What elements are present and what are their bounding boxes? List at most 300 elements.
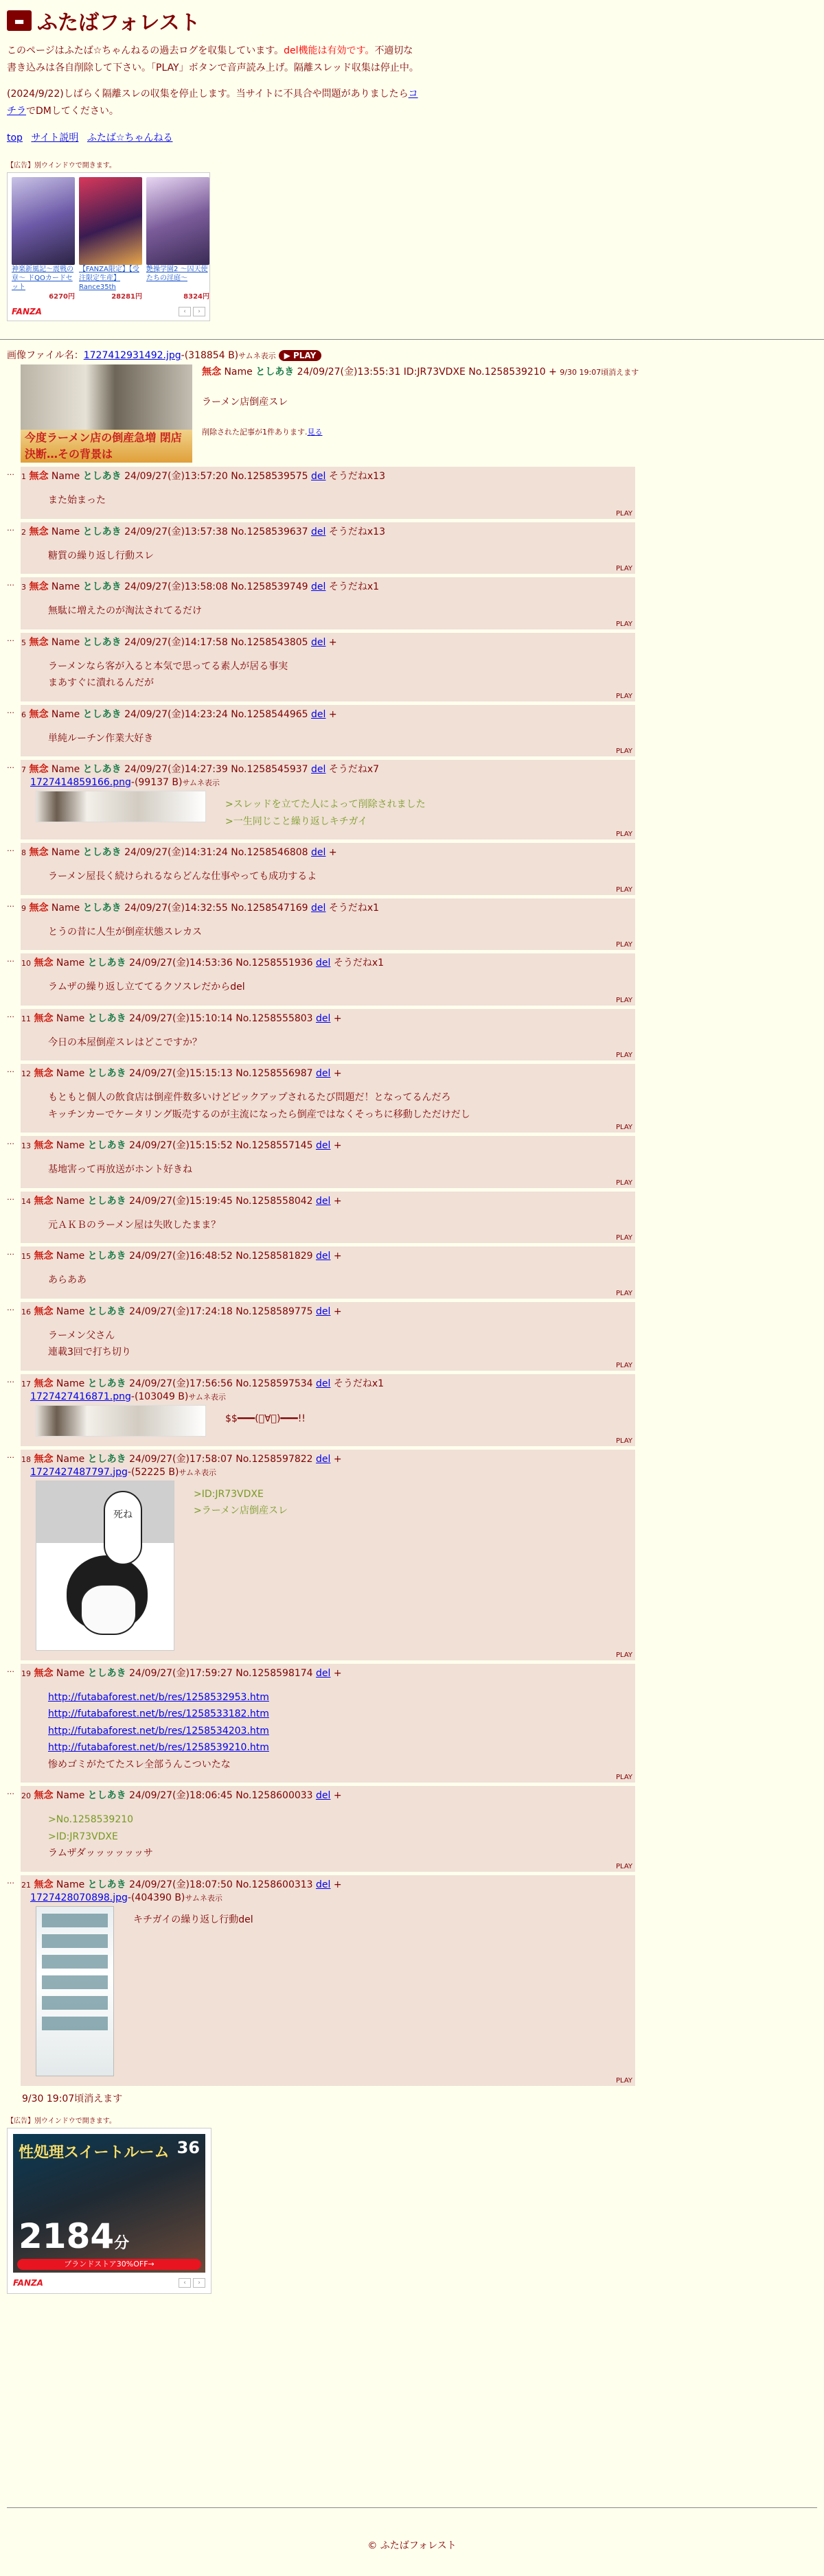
reply-header (21, 469, 631, 484)
reply-body (48, 1689, 631, 1774)
del-link[interactable]: del (316, 1378, 331, 1389)
reply-box (21, 1302, 635, 1371)
reply-line: ラムザの繰り返し立ててるクソスレだからdel (48, 982, 245, 993)
reply-title: 無念 (34, 1140, 54, 1151)
ad-top-label: 【広告】別ウインドウで開きます。 (7, 162, 116, 170)
reply-file-link[interactable]: 1727427416871.png (30, 1391, 131, 1402)
reply-body (48, 868, 631, 885)
reply-name: としあき (82, 581, 122, 592)
reply-date: 24/09/27(金)15:19:45 No.1258558042 (129, 1195, 313, 1207)
reply-sodane[interactable]: + (333, 1251, 342, 1262)
reply-thumb-note: サムネ表示 (188, 1392, 226, 1402)
play-button[interactable]: PLAY (615, 1774, 632, 1781)
reply-line: 今日の本屋倒産スレはどこですか？ (48, 1036, 202, 1048)
ad-item-price: 6270円 (49, 293, 75, 301)
quote-line: >No.1258539210 (48, 1814, 134, 1825)
reply-content (21, 1481, 631, 1651)
reply-sodane[interactable]: そうだねx1 (328, 581, 380, 592)
del-link[interactable]: del (316, 1012, 331, 1024)
reply-dots: … (7, 1192, 14, 1202)
ad-item-price: 8324円 (183, 293, 209, 301)
reply-body (48, 924, 631, 941)
del-link[interactable]: del (316, 1068, 331, 1079)
op-header (202, 364, 639, 378)
prev-arrow-icon[interactable]: ‹ (179, 307, 191, 316)
del-link[interactable]: del (316, 958, 331, 968)
reply-content (21, 791, 631, 830)
reply-header (21, 1194, 631, 1209)
reply-box (21, 467, 635, 519)
play-button[interactable]: PLAY (615, 1052, 632, 1059)
quote-line: >一生同じこと繰り返しキチガイ (225, 815, 368, 827)
reply (7, 953, 817, 1006)
reply-name: としあき (87, 1195, 126, 1207)
deleted-note (202, 426, 639, 437)
reply-body (48, 658, 631, 692)
del-link[interactable]: del (311, 471, 326, 482)
reply-header (21, 901, 631, 916)
reply-title: 無念 (34, 1251, 54, 1262)
op-file-info (7, 348, 817, 362)
ad-item[interactable] (12, 177, 75, 301)
copyright: © ふたばフォレスト (367, 2540, 457, 2551)
reply-number: 11 (21, 1014, 31, 1023)
reply (7, 705, 817, 757)
ad-pager (179, 2278, 205, 2288)
next-arrow-icon[interactable]: › (193, 307, 205, 316)
reply-box (21, 633, 635, 701)
reply-name-label: Name (51, 764, 80, 775)
reply-dots: … (7, 1375, 14, 1384)
play-button[interactable]: PLAY (615, 620, 632, 628)
reply (7, 760, 817, 839)
site-title-text: ふたばフォレスト (37, 11, 201, 35)
reply-name-label: Name (51, 847, 80, 858)
reply-body (48, 1811, 631, 1862)
reply-dots: … (7, 523, 14, 533)
del-link[interactable]: del (316, 1667, 331, 1679)
next-arrow-icon[interactable]: › (193, 2278, 205, 2288)
reply-body (48, 1034, 631, 1052)
reply (7, 1786, 817, 1872)
op-date-id: 24/09/27(金)13:55:31 ID:JR73VDXE No.1258539210 (297, 367, 546, 378)
reply-file-size: -(99137 B) (130, 777, 183, 788)
reply-dots: … (7, 761, 14, 770)
reply-sodane[interactable]: + (333, 1879, 342, 1890)
reply-box (21, 843, 635, 895)
reply-sodane[interactable]: + (328, 636, 337, 648)
play-button[interactable]: PLAY (615, 2076, 632, 2085)
reply-header (21, 1377, 631, 1391)
reply-title: 無念 (34, 1790, 54, 1801)
reply-number: 17 (21, 1379, 31, 1389)
prev-arrow-icon[interactable]: ‹ (179, 2278, 191, 2288)
reply (7, 1064, 817, 1133)
reply (7, 1009, 817, 1061)
reply-box (21, 1664, 635, 1783)
reply-thumbnail[interactable] (36, 1481, 174, 1651)
reply-link-line (48, 1689, 631, 1706)
reply-header (21, 636, 631, 650)
del-link[interactable]: del (311, 708, 326, 720)
reply-title: 無念 (29, 764, 49, 775)
reply-name: としあき (87, 958, 126, 968)
reply-dots: … (7, 899, 14, 909)
play-button[interactable]: PLAY (615, 1234, 632, 1242)
del-link[interactable]: del (311, 636, 326, 648)
del-link[interactable]: del (311, 581, 326, 592)
reply-date: 24/09/27(金)14:17:58 No.1258543805 (124, 636, 308, 648)
nav-top-link[interactable]: top (7, 132, 23, 143)
reply-number: 13 (21, 1141, 31, 1150)
reply-line: ラーメン屋長く続けられるならどんな仕事やっても成功するよ (48, 871, 317, 882)
ad-image[interactable] (12, 177, 75, 265)
reply-header (21, 1789, 631, 1803)
del-link[interactable]: del (311, 764, 326, 775)
reply-file-size: -(103049 B) (130, 1391, 189, 1402)
reply-box (21, 1786, 635, 1872)
screenshot-block (42, 1996, 108, 2010)
reply-line: 基地害って再放送がホント好きね (48, 1164, 192, 1175)
op-plus-button[interactable]: + (549, 367, 557, 378)
reply-name-label: Name (56, 1378, 85, 1389)
reply-thumbnail[interactable] (36, 1906, 114, 2076)
reply-number: 2 (21, 527, 26, 537)
reply-box (21, 1192, 635, 1244)
reply-date: 24/09/27(金)14:31:24 No.1258546808 (124, 847, 308, 858)
del-link[interactable]: del (316, 1195, 331, 1207)
reply-sodane[interactable]: そうだねx13 (328, 471, 385, 482)
op-name-label: Name (224, 367, 253, 378)
reply-name-label: Name (51, 581, 80, 592)
nav-futaba-link[interactable]: ふたば☆ちゃんねる (87, 132, 173, 143)
reply-dots: … (7, 706, 14, 715)
reply-box (21, 1009, 635, 1061)
play-button[interactable]: PLAY (615, 1289, 632, 1297)
reply-sodane[interactable]: + (333, 1667, 342, 1679)
del-link[interactable]: del (311, 847, 326, 858)
reply-file-link[interactable]: 1727414859166.png (30, 777, 131, 788)
reply-body (225, 796, 426, 830)
reply-line: ラーメンなら客が入ると本気で思ってる素人が居る事実 (48, 660, 288, 672)
reply-sodane[interactable]: + (328, 708, 337, 720)
reply-sodane[interactable]: + (333, 1140, 342, 1151)
play-button[interactable]: PLAY (615, 885, 632, 894)
reply-number: 19 (21, 1669, 31, 1678)
reply-thumbnail[interactable] (36, 1405, 206, 1437)
reply-name-label: Name (56, 1140, 85, 1151)
reply-header (21, 763, 631, 777)
del-link[interactable]: del (316, 1306, 331, 1317)
reply-number: 9 (21, 903, 26, 913)
reply-file-info (21, 1391, 631, 1402)
reply-header (21, 1067, 631, 1081)
ad-item[interactable] (79, 177, 142, 301)
expire-note: 9/30 19:07頃消えます (22, 2093, 123, 2104)
reply-dots: … (7, 955, 14, 964)
reply (7, 1246, 817, 1299)
reply-number: 16 (21, 1307, 31, 1316)
reply-body (48, 1161, 631, 1179)
intro-text (7, 43, 419, 76)
reply-header (21, 956, 631, 971)
reply-line: もともと個人の飲食店は倒産件数多いけどピックアップされるたび問題だ！となってるんだろ (48, 1092, 451, 1103)
ad-bottom-banner[interactable] (13, 2134, 205, 2273)
reply-name: としあき (87, 1068, 126, 1079)
reply-title: 無念 (34, 1667, 54, 1679)
reply-sodane[interactable]: + (333, 1453, 342, 1465)
page-header (0, 0, 824, 321)
play-button[interactable]: PLAY (615, 565, 632, 572)
reply-file-link[interactable]: 1727428070898.jpg (30, 1892, 128, 1903)
ad-item-title[interactable]: 【FANZA限定】【受注限定生産】Rance35th (79, 266, 139, 291)
reply-name-label: Name (56, 1453, 85, 1465)
op-post (21, 364, 817, 463)
reply-name: としあき (82, 708, 122, 720)
fanza-logo: FANZA (12, 307, 42, 316)
screenshot-block (42, 1955, 108, 1969)
reply-sodane[interactable]: そうだねx13 (328, 526, 385, 537)
show-deleted-link[interactable]: 見る (307, 428, 323, 437)
ad-image[interactable] (79, 177, 142, 265)
reply-name: としあき (82, 526, 122, 537)
reply-name: としあき (87, 1667, 126, 1679)
op-file-link[interactable]: 1727412931492.jpg (83, 350, 181, 361)
reply-title: 無念 (29, 847, 49, 858)
reply-title: 無念 (34, 1195, 54, 1207)
reply-date: 24/09/27(金)14:53:36 No.1258551936 (129, 958, 313, 968)
reply-number: 14 (21, 1196, 31, 1206)
reply-box (21, 898, 635, 951)
del-link[interactable]: del (316, 1251, 331, 1262)
reply (7, 633, 817, 701)
reply-title: 無念 (34, 1068, 54, 1079)
reply (7, 522, 817, 575)
reply-line: 惨めゴミがたてたスレ全部うんこついたな (48, 1759, 231, 1770)
thread-url-link[interactable]: http://futabaforest.net/b/res/1258539210.htm (48, 1742, 269, 1753)
reply-line: $$━━━(ﾟ∀ﾟ)━━━!! (225, 1413, 306, 1424)
reply-title: 無念 (34, 1453, 54, 1465)
del-link[interactable]: del (311, 902, 326, 914)
reply-date: 24/09/27(金)15:15:13 No.1258556987 (129, 1068, 313, 1079)
reply-date: 24/09/27(金)16:48:52 No.1258581829 (129, 1251, 313, 1262)
reply-box (21, 760, 635, 839)
reply-name-label: Name (56, 1790, 85, 1801)
reply (7, 1664, 817, 1783)
reply-name: としあき (82, 847, 122, 858)
reply-title: 無念 (29, 636, 49, 648)
reply-dots: … (7, 1137, 14, 1146)
thread-url-link[interactable]: http://futabaforest.net/b/res/1258533182.htm (48, 1708, 269, 1719)
del-link[interactable]: del (316, 1790, 331, 1801)
op-thumb-caption: 今度ラーメン店の倒産急増 閉店決断…その背景は (21, 430, 192, 463)
ad-item[interactable] (146, 177, 209, 301)
reply-box (21, 522, 635, 575)
thread-url-link[interactable]: http://futabaforest.net/b/res/1258532953.htm (48, 1691, 269, 1703)
reply-date: 24/09/27(金)14:32:55 No.1258547169 (124, 902, 308, 914)
reply-dots: … (7, 468, 14, 477)
intro-part2: 不適切な書き込みは各自削除して下さい。「PLAY」ボタンで音声読み上げ。隔離スレッド収集は停止中。 (7, 45, 419, 73)
reply-title: 無念 (34, 1378, 54, 1389)
quote-line: >ID:JR73VDXE (48, 1831, 118, 1842)
reply-thumb-note: サムネ表示 (185, 1893, 222, 1903)
reply-number: 12 (21, 1069, 31, 1078)
reply-header (21, 1139, 631, 1153)
reply-sodane[interactable]: そうだねx7 (328, 764, 380, 775)
reply-date: 24/09/27(金)18:06:45 No.1258600033 (129, 1790, 313, 1801)
reply (7, 1302, 817, 1371)
divider (0, 339, 824, 340)
ad-item-title[interactable]: 艶操学園2 〜囚天使たちの淫庭〜 (146, 266, 208, 282)
reply-line: ラムザダッッッッッッサ (48, 1848, 153, 1859)
op-title: 無念 (202, 367, 221, 378)
page-footer (0, 2507, 824, 2552)
reply-header (21, 1012, 631, 1026)
play-button[interactable]: PLAY (615, 1124, 632, 1131)
play-button[interactable]: PLAY (615, 747, 632, 755)
reply-header (21, 1667, 631, 1681)
reply-sodane[interactable]: + (333, 1195, 342, 1207)
op-play-badge[interactable]: ▶ PLAY (279, 350, 322, 361)
reply-date: 24/09/27(金)14:23:24 No.1258544965 (124, 708, 308, 720)
screenshot-block (42, 1914, 108, 1927)
thread (0, 348, 824, 2294)
reply-list (7, 467, 817, 2086)
play-button[interactable]: PLAY (615, 1179, 632, 1187)
reply-sodane[interactable]: + (333, 1012, 342, 1024)
reply-line: ラーメン父さん (48, 1330, 115, 1341)
ad-bottom-label: 【広告】別ウインドウで開きます。 (7, 2117, 116, 2125)
reply-sodane[interactable]: + (333, 1790, 342, 1801)
del-link[interactable]: del (316, 1140, 331, 1151)
reply-number: 6 (21, 710, 26, 719)
play-button[interactable]: PLAY (615, 941, 632, 949)
del-link[interactable]: del (316, 1453, 331, 1465)
ad-image[interactable] (146, 177, 209, 265)
nav-about-link[interactable]: サイト説明 (31, 132, 79, 143)
reply-name-label: Name (51, 636, 80, 648)
reply-name: としあき (82, 471, 122, 482)
reply-link-line (48, 1739, 631, 1756)
contact-link[interactable]: コチラ (7, 89, 418, 117)
op-name: としあき (255, 367, 295, 378)
reply-number: 7 (21, 765, 26, 774)
play-button[interactable]: PLAY (615, 1862, 632, 1870)
reply-file-size: -(404390 B) (127, 1892, 185, 1903)
reply-dots: … (7, 1010, 14, 1019)
reply-header (21, 708, 631, 722)
reply-name: としあき (87, 1879, 126, 1890)
reply-sodane[interactable]: + (333, 1068, 342, 1079)
ad-item-title[interactable]: 神楽新風記〜震戦の章〜 ドQOカードセット (12, 266, 73, 291)
reply (7, 1450, 817, 1660)
reply-name: としあき (87, 1251, 126, 1262)
reply-line: まあすぐに潰れるんだが (48, 677, 154, 688)
play-button[interactable]: PLAY (615, 1651, 632, 1659)
reply-box (21, 577, 635, 629)
reply-name-label: Name (51, 708, 80, 720)
quote-line: >ラーメン店倒産スレ (194, 1505, 288, 1516)
thread-url-link[interactable]: http://futabaforest.net/b/res/1258534203.htm (48, 1725, 269, 1737)
screenshot-block (42, 1975, 108, 1989)
reply-line: とうの昔に人生が倒産状態スレカス (48, 926, 202, 938)
reply-body (48, 603, 631, 620)
reply-sodane[interactable]: そうだねx1 (333, 1378, 385, 1389)
reply-box (21, 1246, 635, 1299)
reply-date: 24/09/27(金)17:24:18 No.1258589775 (129, 1306, 313, 1317)
del-link[interactable]: del (316, 1879, 331, 1890)
reply-content (21, 1405, 631, 1437)
reply-body (48, 979, 631, 996)
del-link[interactable]: del (311, 526, 326, 537)
reply (7, 1875, 817, 2086)
reply-sodane[interactable]: + (328, 847, 337, 858)
reply-title: 無念 (29, 526, 49, 537)
reply-thumbnail[interactable] (36, 791, 206, 822)
ad-top-box (7, 172, 210, 321)
op-expire: 9/30 19:07頃消えます (560, 368, 639, 377)
reply-header (21, 1452, 631, 1467)
play-button[interactable]: PLAY (615, 831, 632, 838)
reply-name: としあき (87, 1306, 126, 1317)
reply-dots: … (7, 634, 14, 643)
reply-date: 24/09/27(金)15:15:52 No.1258557145 (129, 1140, 313, 1151)
reply-file-link[interactable]: 1727427487797.jpg (30, 1466, 128, 1478)
reply (7, 843, 817, 895)
reply-name-label: Name (56, 958, 85, 968)
reply-sodane[interactable]: + (333, 1306, 342, 1317)
reply-date: 24/09/27(金)13:57:38 No.1258539637 (124, 526, 308, 537)
reply-body (48, 492, 631, 509)
play-button[interactable]: PLAY (615, 692, 632, 700)
play-button[interactable]: PLAY (615, 1437, 632, 1445)
reply-sodane[interactable]: そうだねx1 (333, 958, 385, 968)
reply-name-label: Name (56, 1195, 85, 1207)
play-button[interactable]: PLAY (615, 996, 632, 1004)
reply-name: としあき (82, 636, 122, 648)
reply-number: 20 (21, 1791, 31, 1800)
reply-header (21, 1878, 631, 1892)
ad-banner-title: 性処理スイートルーム (19, 2144, 170, 2161)
reply-body (133, 1912, 253, 1929)
reply (7, 1192, 817, 1244)
play-button[interactable]: PLAY (615, 1361, 632, 1369)
reply (7, 1374, 817, 1446)
reply-box (21, 1064, 635, 1133)
reply-number: 8 (21, 848, 26, 857)
reply-sodane[interactable]: そうだねx1 (328, 902, 380, 914)
reply-title: 無念 (34, 1879, 54, 1890)
reply-dots: … (7, 1248, 14, 1257)
reply-file-info (21, 777, 631, 788)
screenshot-block (42, 1934, 108, 1948)
reply-name: としあき (87, 1140, 126, 1151)
reply-thumb-note: サムネ表示 (179, 1467, 216, 1477)
ad-banner-big (19, 2216, 129, 2256)
site-logo-icon: ▬ (7, 10, 32, 31)
reply-name: としあき (87, 1453, 126, 1465)
reply-date: 24/09/27(金)18:07:50 No.1258600313 (129, 1879, 313, 1890)
reply-date: 24/09/27(金)15:10:14 No.1258555803 (129, 1012, 313, 1024)
reply-date: 24/09/27(金)17:59:27 No.1258598174 (129, 1667, 313, 1679)
reply-title: 無念 (29, 902, 49, 914)
reply-dots: … (7, 579, 14, 588)
play-button[interactable]: PLAY (615, 509, 632, 518)
op-thumbnail[interactable] (21, 364, 192, 463)
reply-body (48, 1217, 631, 1234)
nav-links (7, 130, 817, 144)
reply-dots: … (7, 1664, 14, 1674)
